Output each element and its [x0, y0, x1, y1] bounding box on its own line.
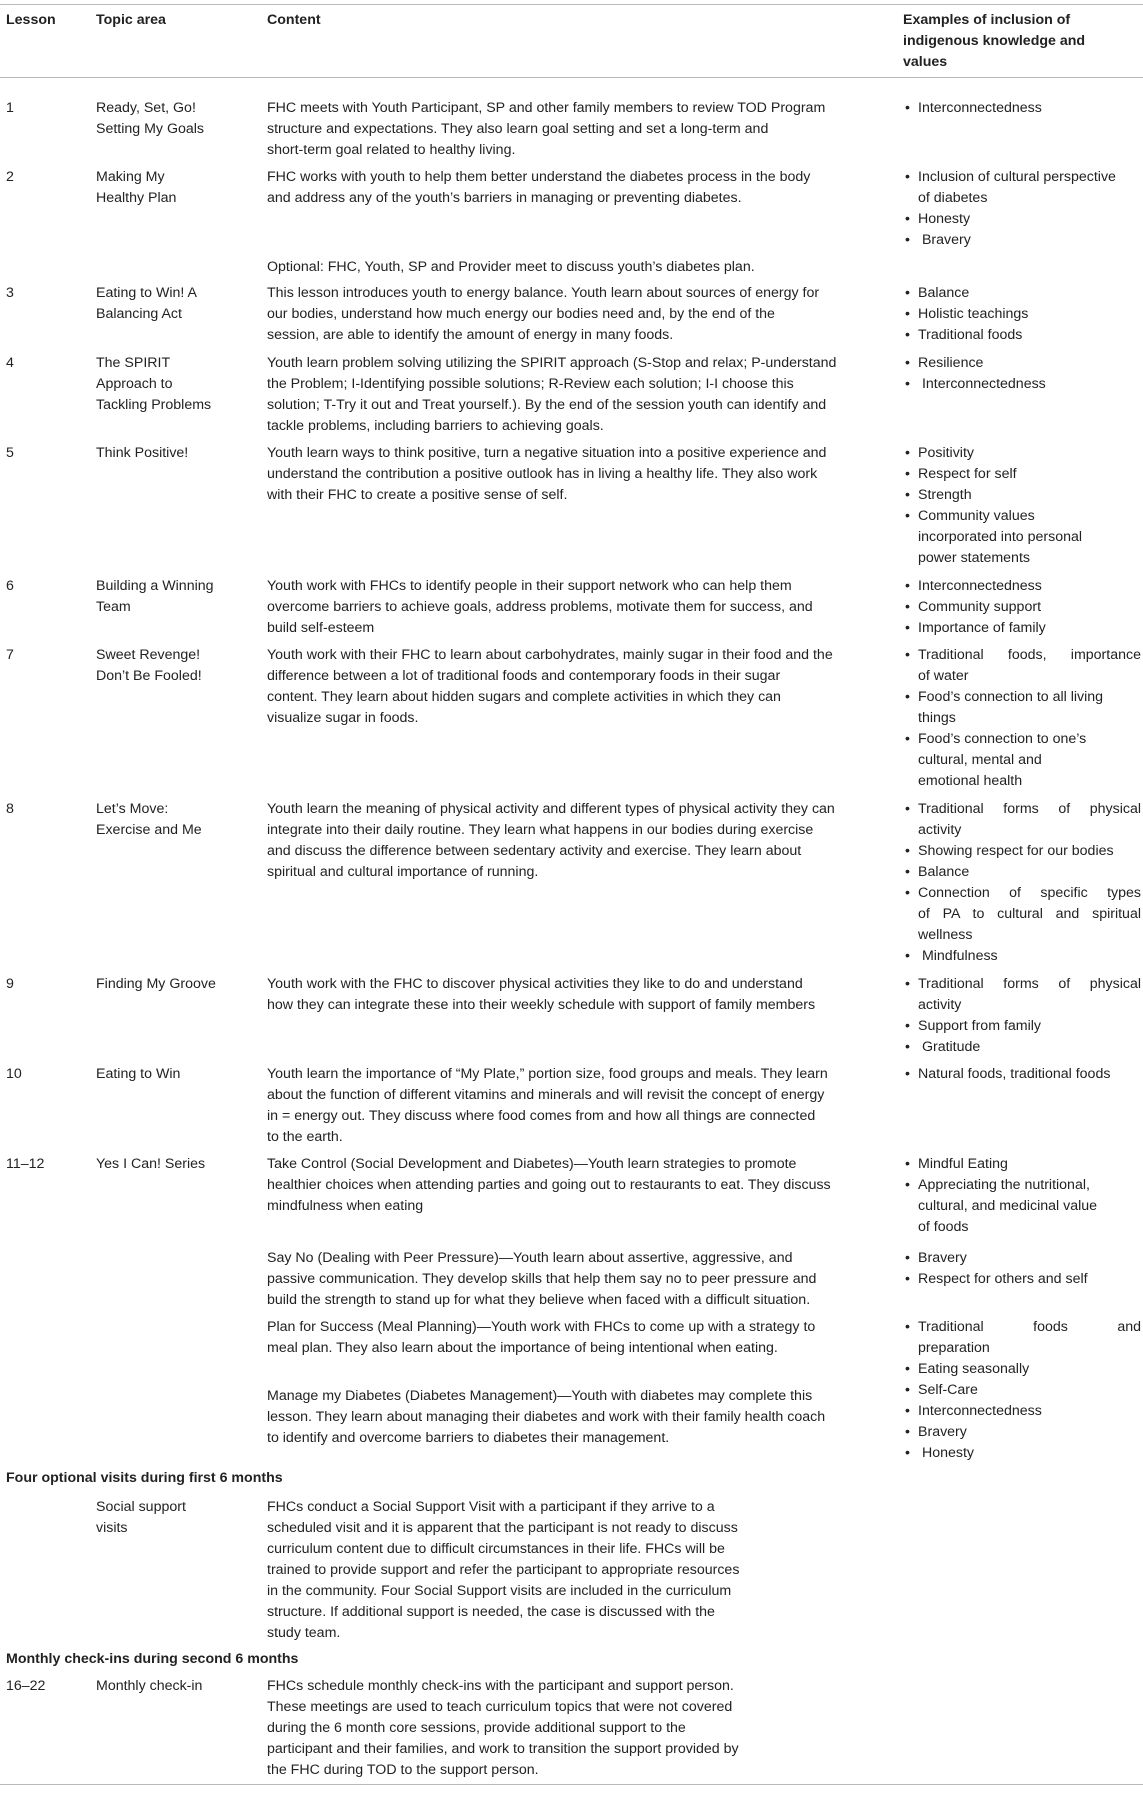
lesson-number: 11–12 — [6, 1156, 45, 1172]
content-line: Youth learn ways to think positive, turn a negative situation into a positive experience and — [267, 445, 827, 461]
section-heading-optional-visits: Four optional visits during first 6 months — [6, 1470, 283, 1486]
content-text — [267, 1064, 879, 1148]
content-line: in = energy out. They discuss where food comes from and how all things are connected — [267, 1108, 816, 1124]
topic-line: Tackling Problems — [96, 397, 212, 413]
value-line: of diabetes — [918, 190, 988, 206]
values-list — [903, 167, 1141, 251]
topic-line: Sweet Revenge! — [96, 647, 201, 663]
content-line: Manage my Diabetes (Diabetes Management)—Youth with diabetes may complete this — [267, 1388, 813, 1404]
content-text — [267, 1154, 879, 1217]
content-text — [267, 1386, 879, 1449]
topic-line: Yes I Can! Series — [96, 1156, 206, 1172]
value-line: • Connection of specific types — [918, 885, 1141, 901]
value-line: of PA to cultural and spiritual — [918, 906, 1141, 922]
list-item — [903, 325, 1141, 346]
table-bottom-rule — [0, 1784, 1143, 1785]
content-line: to the earth. — [267, 1129, 343, 1145]
value-line: cultural, and medicinal value — [918, 1198, 1098, 1214]
content-line: build the strength to stand up for what they believe when faced with a difficult situation. — [267, 1292, 811, 1308]
values-list — [903, 283, 1141, 346]
value-line: • Balance — [918, 864, 970, 880]
value-line: • Showing respect for our bodies — [918, 843, 1114, 859]
content-line: content. They learn about hidden sugars and complete activities in which they can — [267, 689, 781, 705]
value-line: • Self-Care — [918, 1382, 978, 1398]
list-item — [903, 597, 1141, 618]
values-list — [903, 1248, 1141, 1290]
content-line: Youth learn the meaning of physical activity and different types of physical activity they can — [267, 801, 835, 817]
value-line: • Bravery — [918, 1424, 967, 1440]
list-item — [903, 576, 1141, 597]
content-text — [267, 1497, 879, 1644]
content-line: the FHC during TOD to the support person. — [267, 1762, 539, 1778]
value-line: • Interconnectedness — [918, 1403, 1042, 1419]
values-list — [903, 98, 1141, 119]
content-line: lesson. They learn about managing their diabetes and work with their family health coach — [267, 1409, 826, 1425]
value-line: power statements — [918, 550, 1030, 566]
lesson-number: 6 — [6, 578, 14, 594]
list-item — [903, 98, 1141, 119]
header-bottom-rule — [0, 77, 1143, 78]
content-line: trained to provide support and refer the participant to appropriate resources — [267, 1562, 740, 1578]
value-line: • Food’s connection to all living — [918, 689, 1104, 705]
value-line: cultural, mental and — [918, 752, 1042, 768]
values-list — [903, 1064, 1141, 1085]
list-item — [903, 374, 1141, 395]
topic-area — [96, 799, 248, 841]
header-values-line: indigenous knowledge and — [903, 33, 1086, 49]
content-line: structure and expectations. They also learn goal setting and set a long-term and — [267, 121, 769, 137]
header-content: Content — [267, 12, 321, 28]
lesson-number: 8 — [6, 801, 14, 817]
content-line: These meetings are used to teach curriculum topics that were not covered — [267, 1699, 733, 1715]
content-line: Youth work with their FHC to learn about carbohydrates, mainly sugar in their food and the — [267, 647, 833, 663]
topic-area — [96, 1154, 248, 1175]
value-line: • Interconnectedness — [918, 100, 1042, 116]
content-line: curriculum content due to difficult circumstances in their life. FHCs will be — [267, 1541, 725, 1557]
content-line: difference between a lot of traditional foods and contemporary foods in their sugar — [267, 668, 781, 684]
content-line: and discuss the difference between sedentary activity and exercise. They learn about — [267, 843, 802, 859]
content-line: spiritual and cultural importance of running. — [267, 864, 539, 880]
content-line: Youth learn the importance of “My Plate,” portion size, food groups and meals. They learn — [267, 1066, 828, 1082]
list-item — [903, 618, 1141, 639]
content-line: scheduled visit and it is apparent that the participant is not ready to discuss — [267, 1520, 738, 1536]
value-line: • Honesty — [918, 211, 971, 227]
lesson-number: 3 — [6, 285, 14, 301]
value-line: • Food’s connection to one’s — [918, 731, 1087, 747]
content-line: Youth work with FHCs to identify people in their support network who can help them — [267, 578, 792, 594]
value-line: • Traditional foods and — [918, 1319, 1141, 1335]
list-item — [903, 283, 1141, 304]
list-item — [903, 946, 1141, 967]
content-text — [267, 799, 879, 883]
list-item — [903, 353, 1141, 374]
content-text — [267, 576, 879, 639]
topic-area — [96, 353, 248, 416]
list-item — [903, 687, 1141, 729]
content-line: integrate into their daily routine. They learn what happens in our bodies during exercise — [267, 822, 814, 838]
topic-area — [96, 167, 248, 209]
list-item — [903, 1016, 1141, 1037]
content-line: visualize sugar in foods. — [267, 710, 419, 726]
content-text — [267, 1317, 879, 1359]
lesson-number: 2 — [6, 169, 14, 185]
topic-area — [96, 645, 248, 687]
topic-line: Eating to Win! A — [96, 285, 197, 301]
content-line: build self-esteem — [267, 620, 375, 636]
section-heading-monthly-checkins: Monthly check-ins during second 6 months — [6, 1651, 299, 1667]
value-line: • Gratitude — [918, 1039, 981, 1055]
lesson-number: 16–22 — [6, 1678, 46, 1694]
values-list — [903, 1154, 1141, 1238]
topic-line: Making My — [96, 169, 165, 185]
lesson-number: 10 — [6, 1066, 22, 1082]
topic-line: Building a Winning — [96, 578, 214, 594]
content-line: about the function of different vitamins and minerals and will revisit the concept of energy — [267, 1087, 825, 1103]
topic-area — [96, 443, 248, 464]
value-line: • Appreciating the nutritional, — [918, 1177, 1090, 1193]
topic-line: Eating to Win — [96, 1066, 181, 1082]
value-line: things — [918, 710, 956, 726]
value-line: • Balance — [918, 285, 970, 301]
topic-line: Healthy Plan — [96, 190, 177, 206]
header-values-line: Examples of inclusion of — [903, 12, 1071, 28]
content-text — [267, 353, 879, 437]
value-line: • Natural foods, traditional foods — [918, 1066, 1111, 1082]
value-line: of foods — [918, 1219, 969, 1235]
content-text — [267, 1248, 879, 1311]
content-line: how they can integrate these into their weekly schedule with support of family members — [267, 997, 816, 1013]
value-line: • Positivity — [918, 445, 974, 461]
topic-area — [96, 974, 248, 995]
list-item — [903, 799, 1141, 841]
content-line: in the community. Four Social Support visits are included in the curriculum — [267, 1583, 732, 1599]
values-list — [903, 1317, 1141, 1464]
content-line: FHCs schedule monthly check-ins with the participant and support person. — [267, 1678, 734, 1694]
value-line: • Traditional foods, importance — [918, 647, 1141, 663]
values-list — [903, 799, 1141, 967]
value-line: • Community values — [918, 508, 1035, 524]
value-line: wellness — [918, 927, 973, 943]
list-item — [903, 1317, 1141, 1359]
list-item — [903, 974, 1141, 1016]
topic-line: Think Positive! — [96, 445, 189, 461]
value-line: • Traditional foods — [918, 327, 1023, 343]
topic-line: The SPIRIT — [96, 355, 171, 371]
content-text — [267, 283, 879, 346]
list-item — [903, 1175, 1141, 1238]
value-line: • Strength — [918, 487, 972, 503]
topic-line: Let’s Move: — [96, 801, 169, 817]
content-line: tackle problems, including barriers to achieving goals. — [267, 418, 604, 434]
list-item — [903, 841, 1141, 862]
list-item — [903, 1359, 1141, 1380]
list-item — [903, 304, 1141, 325]
value-line: of water — [918, 668, 969, 684]
lesson-number: 4 — [6, 355, 14, 371]
content-line: mindfulness when eating — [267, 1198, 424, 1214]
topic-area — [96, 98, 248, 140]
topic-line: Ready, Set, Go! — [96, 100, 196, 116]
list-item — [903, 1443, 1141, 1464]
list-item — [903, 729, 1141, 792]
list-item — [903, 443, 1141, 464]
value-line: • Traditional forms of physical — [918, 801, 1141, 817]
header-indigenous-values — [903, 10, 1141, 73]
content-line: short-term goal related to healthy living. — [267, 142, 516, 158]
content-line: healthier choices when attending parties and going out to restaurants to eat. They discuss — [267, 1177, 831, 1193]
value-line: preparation — [918, 1340, 990, 1356]
topic-line: Setting My Goals — [96, 121, 205, 137]
values-list — [903, 353, 1141, 395]
content-line: Take Control (Social Development and Diabetes)—Youth learn strategies to promote — [267, 1156, 797, 1172]
lesson-number: 9 — [6, 976, 14, 992]
list-item — [903, 862, 1141, 883]
content-line: solution; T-Try it out and Treat yourself.). By the end of the session youth can identify and — [267, 397, 827, 413]
content-text — [267, 974, 879, 1016]
values-list — [903, 576, 1141, 639]
list-item — [903, 464, 1141, 485]
list-item — [903, 1422, 1141, 1443]
content-line: passive communication. They develop skills that help them say no to peer pressure and — [267, 1271, 817, 1287]
topic-line: Exercise and Me — [96, 822, 202, 838]
content-text — [267, 98, 879, 161]
list-item — [903, 230, 1141, 251]
content-text — [267, 1676, 879, 1781]
content-line: structure. If additional support is needed, the case is discussed with the — [267, 1604, 715, 1620]
topic-area — [96, 576, 248, 618]
values-list — [903, 645, 1141, 792]
content-line: study team. — [267, 1625, 341, 1641]
topic-line: Don’t Be Fooled! — [96, 668, 202, 684]
value-line: incorporated into personal — [918, 529, 1083, 545]
value-line: emotional health — [918, 773, 1023, 789]
value-line: • Support from family — [918, 1018, 1041, 1034]
list-item — [903, 1037, 1141, 1058]
value-line: • Interconnectedness — [918, 376, 1046, 392]
topic-line: Team — [96, 599, 131, 615]
content-line: participant and their families, and work to transition the support provided by — [267, 1741, 739, 1757]
content-optional-note: Optional: FHC, Youth, SP and Provider meet to discuss youth’s diabetes plan. — [267, 259, 755, 275]
content-line: Youth work with the FHC to discover physical activities they like to do and understand — [267, 976, 803, 992]
content-text — [267, 645, 879, 729]
content-line: during the 6 month core sessions, provide additional support to the — [267, 1720, 686, 1736]
content-line: This lesson introduces youth to energy balance. Youth learn about sources of energy for — [267, 285, 820, 301]
topic-area — [96, 283, 248, 325]
value-line: • Community support — [918, 599, 1042, 615]
list-item — [903, 167, 1141, 209]
content-line: Youth learn problem solving utilizing the SPIRIT approach (S-Stop and relax; P-understand — [267, 355, 837, 371]
content-line: the Problem; I-Identifying possible solutions; R-Review each solution; I-I choose this — [267, 376, 794, 392]
list-item — [903, 1248, 1141, 1269]
content-text — [267, 443, 879, 506]
value-line: • Honesty — [918, 1445, 974, 1461]
topic-line: Balancing Act — [96, 306, 182, 322]
topic-area — [96, 1497, 248, 1539]
lesson-number: 7 — [6, 647, 14, 663]
topic-line: Monthly check-in — [96, 1678, 203, 1694]
content-line: our bodies, understand how much energy our bodies need and, by the end of the — [267, 306, 775, 322]
values-list — [903, 443, 1141, 569]
list-item — [903, 1064, 1141, 1085]
value-line: • Traditional forms of physical — [918, 976, 1141, 992]
value-line: • Resilience — [918, 355, 984, 371]
content-text — [267, 167, 879, 209]
value-line: • Holistic teachings — [918, 306, 1029, 322]
list-item — [903, 1154, 1141, 1175]
content-line: Say No (Dealing with Peer Pressure)—Youth learn about assertive, aggressive, and — [267, 1250, 793, 1266]
header-topic-area: Topic area — [96, 12, 166, 28]
list-item — [903, 883, 1141, 946]
content-line: FHC works with youth to help them better understand the diabetes process in the body — [267, 169, 811, 185]
value-line: • Eating seasonally — [918, 1361, 1030, 1377]
values-list — [903, 974, 1141, 1058]
content-line: Plan for Success (Meal Planning)—Youth work with FHCs to come up with a strategy to — [267, 1319, 816, 1335]
topic-line: Social support — [96, 1499, 186, 1515]
list-item — [903, 1380, 1141, 1401]
header-lesson: Lesson — [6, 12, 56, 28]
content-line: session, are able to identify the amount of energy in many foods. — [267, 327, 674, 343]
value-line: • Mindfulness — [918, 948, 998, 964]
list-item — [903, 209, 1141, 230]
list-item — [903, 506, 1141, 569]
header-values-line: values — [903, 54, 948, 70]
table-top-rule — [0, 4, 1143, 5]
list-item — [903, 1401, 1141, 1422]
lesson-number: 1 — [6, 100, 14, 116]
content-line: with their FHC to create a positive sense of self. — [267, 487, 568, 503]
value-line: activity — [918, 997, 962, 1013]
content-line: FHCs conduct a Social Support Visit with a participant if they arrive to a — [267, 1499, 715, 1515]
list-item — [903, 645, 1141, 687]
lesson-number: 5 — [6, 445, 14, 461]
list-item — [903, 1269, 1141, 1290]
content-line: and address any of the youth’s barriers in managing or preventing diabetes. — [267, 190, 742, 206]
value-line: • Bravery — [918, 1250, 967, 1266]
content-line: to identify and overcome barriers to diabetes their management. — [267, 1430, 670, 1446]
content-line: overcome barriers to achieve goals, address problems, motivate them for success, and — [267, 599, 813, 615]
topic-line: Approach to — [96, 376, 173, 392]
topic-area — [96, 1676, 248, 1697]
list-item — [903, 485, 1141, 506]
topic-line: visits — [96, 1520, 128, 1536]
content-line: FHC meets with Youth Participant, SP and other family members to review TOD Program — [267, 100, 826, 116]
topic-line: Finding My Groove — [96, 976, 216, 992]
value-line: activity — [918, 822, 962, 838]
content-line: meal plan. They also learn about the importance of being intentional when eating. — [267, 1340, 778, 1356]
topic-area — [96, 1064, 248, 1085]
value-line: • Interconnectedness — [918, 578, 1042, 594]
value-line: • Importance of family — [918, 620, 1046, 636]
value-line: • Mindful Eating — [918, 1156, 1008, 1172]
value-line: • Inclusion of cultural perspective — [918, 169, 1116, 185]
value-line: • Respect for self — [918, 466, 1017, 482]
value-line: • Respect for others and self — [918, 1271, 1088, 1287]
value-line: • Bravery — [918, 232, 971, 248]
content-line: understand the contribution a positive outlook has in living a healthy life. They also work — [267, 466, 818, 482]
